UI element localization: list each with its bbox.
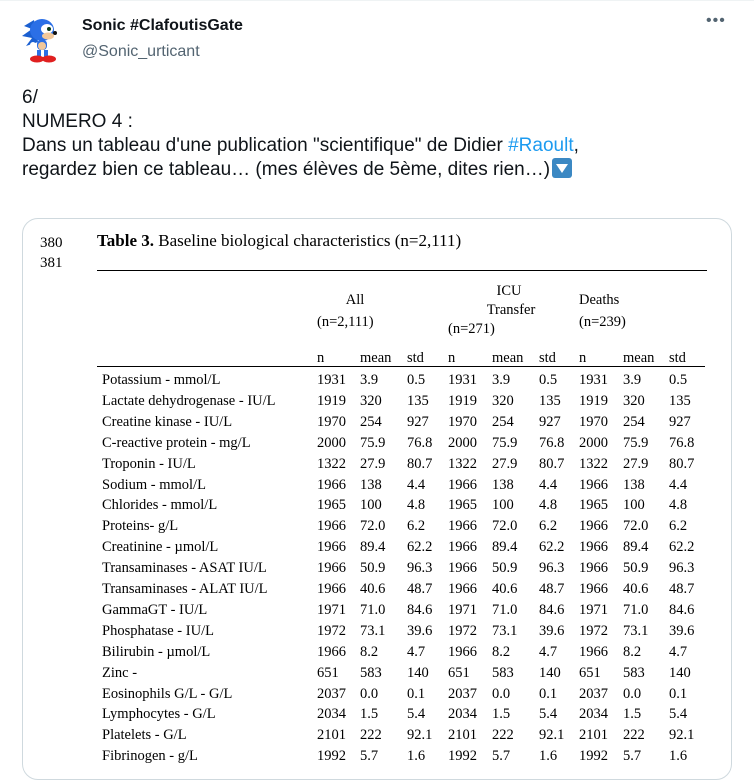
table-cell: 71.0 (492, 601, 518, 618)
table-cell: 1966 (448, 476, 477, 493)
table-screenshot (23, 219, 731, 779)
table-cell: 5.4 (407, 706, 426, 723)
tweet-line: NUMERO 4 : (22, 111, 133, 132)
table-cell: 71.0 (623, 601, 649, 618)
table-cell: 1.5 (623, 706, 642, 723)
table-cell: 1966 (448, 560, 477, 577)
table-caption (97, 231, 461, 251)
table-cell: 2034 (317, 706, 346, 723)
table-cell: 0.5 (669, 372, 688, 388)
table-cell: 138 (492, 476, 514, 493)
table-cell: 50.9 (492, 560, 518, 577)
group-subheader-icu: Transfer (486, 302, 536, 318)
table-cell: 4.7 (539, 643, 558, 660)
table-cell: 1972 (317, 622, 346, 639)
table-cell: 84.6 (539, 601, 565, 618)
table-cell: 222 (623, 727, 645, 744)
table-cell: 3.9 (360, 372, 379, 388)
table-cell: 4.4 (407, 476, 426, 493)
table-cell: 100 (360, 497, 382, 514)
table-cell: 3.9 (492, 372, 511, 388)
row-label: Lactate dehydrogenase - IU/L (102, 392, 276, 409)
table-cell: 140 (539, 664, 561, 681)
table-cell: 138 (360, 476, 382, 493)
table-cell: 0.5 (539, 372, 558, 388)
caption-text: Baseline biological characteristics (n=2,111) (154, 231, 462, 250)
table-cell: 92.1 (669, 727, 695, 744)
table-cell: 1971 (579, 601, 608, 618)
table-cell: 62.2 (407, 539, 433, 556)
row-label: Fibrinogen - g/L (102, 748, 198, 765)
table-cell: 1966 (579, 560, 608, 577)
table-cell: 222 (492, 727, 514, 744)
sonic-avatar-icon[interactable] (22, 12, 66, 64)
table-cell: 1.5 (360, 706, 379, 723)
table-cell: 0.0 (623, 685, 642, 702)
column-header: std (669, 350, 686, 366)
down-arrow-button-icon (552, 158, 572, 178)
table-cell: 4.7 (669, 643, 688, 660)
table-cell: 2034 (579, 706, 608, 723)
table-cell: 39.6 (407, 622, 433, 639)
table-cell: 927 (407, 413, 429, 430)
table-cell: 583 (623, 664, 645, 681)
table-cell: 80.7 (669, 455, 695, 472)
caption-label: Table 3. (97, 231, 155, 250)
table-cell: 27.9 (492, 455, 518, 472)
column-header: n (317, 350, 325, 366)
table-cell: 50.9 (623, 560, 649, 577)
table-cell: 75.9 (492, 434, 518, 451)
row-label: GammaGT - IU/L (102, 601, 208, 618)
table-cell: 76.8 (407, 434, 433, 451)
row-label: Potassium - mmol/L (102, 372, 221, 388)
table-cell: 2037 (448, 685, 477, 702)
table-cell: 72.0 (492, 518, 518, 535)
table-cell: 2037 (579, 685, 608, 702)
table-cell: 222 (360, 727, 382, 744)
table-cell: 6.2 (669, 518, 688, 535)
table-cell: 39.6 (539, 622, 565, 639)
table-cell: 96.3 (407, 560, 433, 577)
table-cell: 96.3 (669, 560, 695, 577)
tweet-text-segment: regardez bien ce tableau… (mes élèves de 5ème, dites rien…) (22, 159, 551, 180)
group-n-all: (n=2,111) (317, 314, 374, 330)
table-cell: 254 (623, 413, 645, 430)
table-cell: 75.9 (360, 434, 386, 451)
table-cell: 320 (360, 392, 382, 409)
table-cell: 140 (407, 664, 429, 681)
header-rule (97, 366, 705, 367)
table-cell: 73.1 (360, 622, 386, 639)
table-cell: 0.1 (407, 685, 426, 702)
group-header-icu: ICU (496, 283, 522, 299)
table-cell: 1322 (317, 455, 346, 472)
table-cell: 583 (492, 664, 514, 681)
tweet-line (22, 134, 732, 158)
table-cell: 1966 (579, 539, 608, 556)
table-cell: 140 (669, 664, 691, 681)
table-cell: 89.4 (492, 539, 518, 556)
table-cell: 2037 (317, 685, 346, 702)
more-dots-icon[interactable]: ••• (706, 12, 726, 29)
row-label: C-reactive protein - mg/L (102, 434, 251, 451)
row-label: Creatine kinase - IU/L (102, 413, 233, 430)
table-cell: 89.4 (360, 539, 386, 556)
table-cell: 2101 (317, 727, 346, 744)
table-cell: 4.4 (669, 476, 688, 493)
table-cell: 80.7 (539, 455, 565, 472)
table-cell: 1.6 (407, 748, 426, 765)
table-cell: 1965 (317, 497, 346, 514)
table-cell: 1971 (448, 601, 477, 618)
table-cell: 135 (407, 392, 429, 409)
table-cell: 4.8 (407, 497, 426, 514)
table-cell: 5.7 (360, 748, 379, 765)
table-cell: 50.9 (360, 560, 386, 577)
table-cell: 1992 (317, 748, 346, 765)
table-cell: 1966 (317, 581, 346, 597)
tweet-text-segment: , (573, 135, 579, 156)
table-cell: 1992 (448, 748, 477, 765)
table-cell: 2000 (317, 434, 346, 451)
column-header: n (448, 350, 456, 366)
table-cell: 5.7 (623, 748, 642, 765)
tweet-text-segment: Dans un tableau d'une publication "scientifique" de Didier (22, 135, 509, 156)
table-cell: 1.6 (669, 748, 688, 765)
table-cell: 1966 (317, 476, 346, 493)
table-cell: 48.7 (669, 581, 695, 597)
table-cell: 1970 (579, 413, 608, 430)
table-cell: 62.2 (539, 539, 565, 556)
table-cell: 40.6 (360, 581, 386, 597)
line-number: 380 (40, 235, 63, 251)
table-cell: 320 (492, 392, 514, 409)
column-header: mean (360, 350, 392, 366)
table-cell: 651 (448, 664, 470, 681)
row-label: Lymphocytes - G/L (102, 706, 216, 723)
table-cell: 651 (579, 664, 601, 681)
table-cell: 84.6 (669, 601, 695, 618)
table-cell: 2034 (448, 706, 477, 723)
table-cell: 1931 (317, 372, 346, 388)
table-cell: 1966 (448, 518, 477, 535)
display-name[interactable]: Sonic #ClafoutisGate (82, 17, 243, 34)
table-cell: 1.6 (539, 748, 558, 765)
table-cell: 254 (360, 413, 382, 430)
table-cell: 6.2 (539, 518, 558, 535)
table-cell: 1965 (579, 497, 608, 514)
table-cell: 5.4 (539, 706, 558, 723)
table-cell: 73.1 (492, 622, 518, 639)
table-cell: 1966 (579, 476, 608, 493)
table-cell: 1972 (448, 622, 477, 639)
table-cell: 1919 (317, 392, 346, 409)
table-cell: 1919 (579, 392, 608, 409)
table-cell: 76.8 (539, 434, 565, 451)
table-cell: 96.3 (539, 560, 565, 577)
group-n-icu: (n=271) (448, 321, 495, 337)
table-cell: 84.6 (407, 601, 433, 618)
table-cell: 1322 (448, 455, 477, 472)
table-cell: 1972 (579, 622, 608, 639)
table-cell: 254 (492, 413, 514, 430)
table-cell: 1966 (317, 560, 346, 577)
row-label: Platelets - G/L (102, 727, 187, 744)
column-header: mean (623, 350, 655, 366)
row-label: Creatinine - µmol/L (102, 539, 219, 556)
column-header: mean (492, 350, 524, 366)
table-cell: 1322 (579, 455, 608, 472)
table-cell: 0.0 (492, 685, 511, 702)
table-cell: 72.0 (360, 518, 386, 535)
table-cell: 75.9 (623, 434, 649, 451)
table-cell: 5.4 (669, 706, 688, 723)
table-cell: 1931 (448, 372, 477, 388)
table-cell: 2101 (448, 727, 477, 744)
table-cell: 8.2 (623, 643, 642, 660)
table-cell: 583 (360, 664, 382, 681)
table-cell: 1966 (448, 581, 477, 597)
table-cell: 89.4 (623, 539, 649, 556)
row-label: Phosphatase - IU/L (102, 622, 214, 639)
table-cell: 2000 (579, 434, 608, 451)
row-label: Eosinophils G/L - G/L (102, 685, 233, 702)
table-cell: 1970 (317, 413, 346, 430)
table-cell: 2101 (579, 727, 608, 744)
row-label: Transaminases - ASAT IU/L (102, 560, 267, 577)
row-label: Zinc - (102, 664, 138, 681)
table-cell: 71.0 (360, 601, 386, 618)
table-cell: 1966 (579, 518, 608, 535)
table-cell: 1966 (317, 539, 346, 556)
table-cell: 100 (492, 497, 514, 514)
table-cell: 1966 (579, 581, 608, 597)
table-cell: 135 (669, 392, 691, 409)
table-cell: 62.2 (669, 539, 695, 556)
table-cell: 40.6 (492, 581, 518, 597)
table-cell: 4.8 (539, 497, 558, 514)
table-cell: 80.7 (407, 455, 433, 472)
table-cell: 1919 (448, 392, 477, 409)
table-cell: 1966 (448, 643, 477, 660)
user-handle[interactable]: @Sonic_urticant (82, 43, 200, 60)
table-cell: 92.1 (407, 727, 433, 744)
table-cell: 48.7 (407, 581, 433, 597)
table-cell: 5.7 (492, 748, 511, 765)
table-cell: 1931 (579, 372, 608, 388)
row-label: Chlorides - mmol/L (102, 497, 218, 514)
table-cell: 4.7 (407, 643, 426, 660)
table-cell: 1966 (579, 643, 608, 660)
attached-image[interactable] (22, 218, 732, 780)
table-cell: 927 (539, 413, 561, 430)
table-cell: 0.1 (669, 685, 688, 702)
group-header-deaths: Deaths (579, 292, 620, 308)
column-header: std (539, 350, 556, 366)
table-cell: 92.1 (539, 727, 565, 744)
table-cell: 8.2 (492, 643, 511, 660)
table-cell: 27.9 (360, 455, 386, 472)
table-cell: 100 (623, 497, 645, 514)
row-label: Sodium - mmol/L (102, 476, 206, 493)
table-cell: 76.8 (669, 434, 695, 451)
table-cell: 72.0 (623, 518, 649, 535)
tweet-text (22, 86, 732, 182)
caption-rule (97, 270, 707, 271)
table-cell: 138 (623, 476, 645, 493)
hashtag-link[interactable]: #Raoult (508, 135, 574, 156)
row-label: Transaminases - ALAT IU/L (102, 581, 268, 597)
table-cell: 40.6 (623, 581, 649, 597)
table-cell: 6.2 (407, 518, 426, 535)
table-cell: 1966 (317, 518, 346, 535)
table-cell: 1992 (579, 748, 608, 765)
table-cell: 48.7 (539, 581, 565, 597)
table-cell: 1965 (448, 497, 477, 514)
table-cell: 1970 (448, 413, 477, 430)
table-cell: 927 (669, 413, 691, 430)
table-cell: 8.2 (360, 643, 379, 660)
table-cell: 1.5 (492, 706, 511, 723)
table-cell: 3.9 (623, 372, 642, 388)
tweet-line (22, 158, 732, 182)
table-cell: 135 (539, 392, 561, 409)
column-header: std (407, 350, 424, 366)
table-cell: 39.6 (669, 622, 695, 639)
row-label: Bilirubin - µmol/L (102, 643, 211, 660)
table-cell: 1966 (448, 539, 477, 556)
top-divider (0, 0, 754, 1)
column-header: n (579, 350, 587, 366)
tweet-line: 6/ (22, 87, 38, 108)
table-cell: 1966 (317, 643, 346, 660)
table-cell: 320 (623, 392, 645, 409)
table-cell: 2000 (448, 434, 477, 451)
table-cell: 0.1 (539, 685, 558, 702)
table-cell: 73.1 (623, 622, 649, 639)
table-cell: 0.5 (407, 372, 426, 388)
row-label: Troponin - IU/L (102, 455, 196, 472)
row-label: Proteins- g/L (102, 518, 179, 535)
group-n-deaths: (n=239) (579, 314, 626, 330)
line-number: 381 (40, 255, 63, 271)
table-cell: 27.9 (623, 455, 649, 472)
table-cell: 1971 (317, 601, 346, 618)
table-cell: 4.8 (669, 497, 688, 514)
group-header-all: All (345, 292, 365, 308)
table-cell: 0.0 (360, 685, 379, 702)
table-cell: 4.4 (539, 476, 558, 493)
table-cell: 651 (317, 664, 339, 681)
